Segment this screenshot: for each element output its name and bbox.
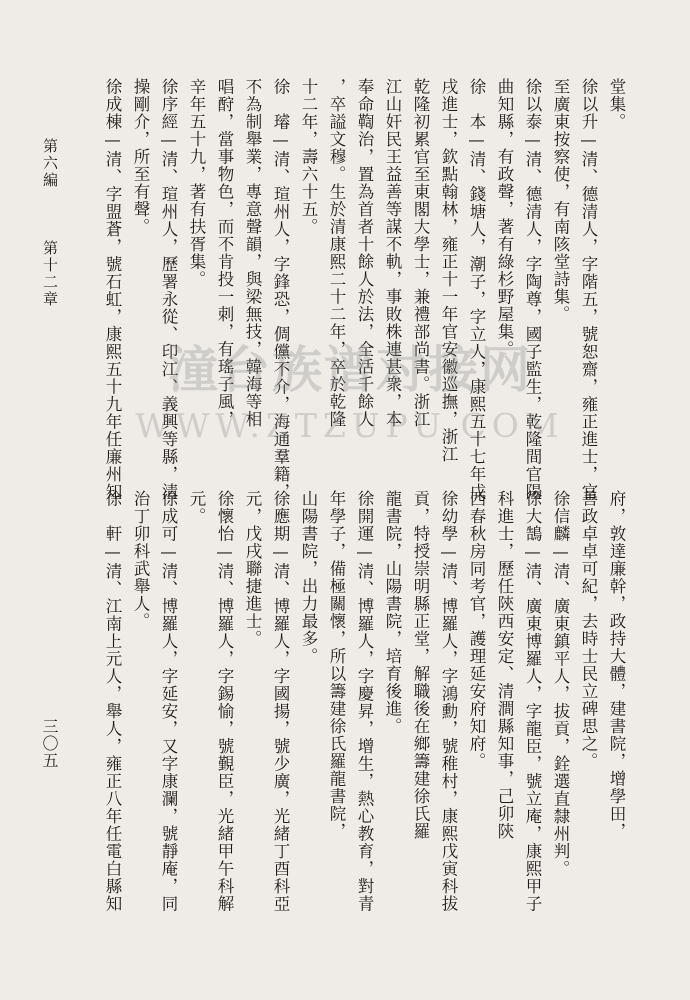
text-column: 江山奸民王益善等謀不軌，事敗株連甚衆，本 — [383, 78, 402, 428]
text-column: 徐 本—清、錢塘人，潮子，字立人，康熙五十七年戊 — [467, 78, 486, 501]
text-column: 徐應期—清、博羅人，字國揚，號少廣，光緒丁酉科亞 — [271, 490, 290, 913]
text-column: 元。 — [187, 490, 206, 525]
text-column: 徐以泰—清、德清人，字陶尊，國子監生，乾隆間官陽 — [523, 78, 542, 501]
watermark-cn: 潼台族谱对接网 — [168, 340, 532, 399]
text-column: 徐以升—清、德清人，字階五，號恕齋，雍正進士，官 — [579, 78, 598, 501]
site-watermark — [110, 330, 590, 445]
text-column: 操剛介，所至有聲。 — [131, 78, 150, 236]
text-column: 徐 璿—清、瑄州人，字鋒恐，倜儻不介，海通羣籍， — [271, 78, 290, 501]
text-column: 徐信麟—清、廣東鎮平人，拔貢，銓選直隸州判。 — [551, 490, 570, 878]
text-column: 曲知縣，有政聲，著有綠杉野屋集。 — [495, 78, 514, 358]
text-column: 貢，特授崇明縣正堂，解職後在鄉籌建徐氏羅 — [411, 490, 430, 840]
text-column: 徐 軒—清、江南上元人，舉人，雍正八年任電白縣知 — [103, 490, 122, 913]
text-column: 至廣東按察使，有南陔堂詩集。 — [551, 78, 570, 323]
text-column: 徐序經—清、瑄州人，歷署永從、印江、義興等縣，清 — [159, 78, 178, 501]
watermark-en: WWW.ZTZUPU.COM — [135, 406, 565, 445]
text-column: 徐開運—清、博羅人，字慶昇，增生，熱心教育，對青 — [355, 490, 374, 913]
text-column: 徐懷怡—清、博羅人，字錫愉，號覲臣，光緒甲午科解 — [215, 490, 234, 913]
text-column: 戌進士，欽點翰林，雍正十一年官安徽巡撫，浙江 — [439, 78, 458, 463]
text-column: 徐大鵠—清、廣東博羅人，字龍臣，號立庵，康熙甲子 — [523, 490, 542, 913]
text-column: 科進士，歷任陝西安定、清澗縣知事，己卯陝 — [495, 490, 514, 840]
text-column: 西春秋房同考官，護理延安府知府。 — [467, 490, 486, 770]
text-column: 元，戊戌聯捷進士。 — [243, 490, 262, 648]
text-column: 龍書院，山陽書院，培育後進。 — [383, 490, 402, 735]
footer-volume: 第六編 — [41, 138, 59, 189]
text-column: 乾隆初累官至東閣大學士，兼禮部尚書。浙江 — [411, 78, 430, 428]
text-column: 治丁卯科武舉人。 — [131, 490, 150, 630]
text-column: 堂集。 — [607, 78, 626, 131]
text-column: 山陽書院，出力最多。 — [299, 490, 318, 665]
page-number: 三〇五 — [40, 718, 59, 769]
text-column: ，卒謚文穆。生於清康熙二十二年，卒於乾隆 — [327, 78, 346, 428]
text-column: 唱酧，當事物色，而不肯投一刺，有瑤子風， — [215, 78, 234, 428]
text-column: 善政卓卓可紀，去時士民立碑思之。 — [579, 490, 598, 770]
text-column: 年學子，備極關懷，所以籌建徐氏羅龍書院， — [327, 490, 346, 840]
text-column: 辛年五十九，著有扶胥集。 — [187, 78, 206, 288]
text-column: 徐幼學—清、博羅人，字鴻勳，號稚村，康熙戊寅科拔 — [439, 490, 458, 913]
text-column: 徐成可—清、博羅人，字延安，又字康瀾，號靜庵，同 — [159, 490, 178, 913]
text-column: 不為制舉業，專意聲韻，與梁無技，韓海等相 — [243, 78, 262, 428]
text-column: 府，敦達廉幹，政持大體，建書院，增學田， — [607, 490, 626, 840]
footer-chapter: 第十二章 — [41, 240, 59, 308]
text-column: 十二年，壽六十五。 — [299, 78, 318, 236]
text-column: 徐成棟—清、字盟蒼，號石虹，康熙五十九年任廉州知 — [103, 78, 122, 501]
text-column: 奉命鞫治，置為首者十餘人於法，全活千餘人 — [355, 78, 374, 428]
